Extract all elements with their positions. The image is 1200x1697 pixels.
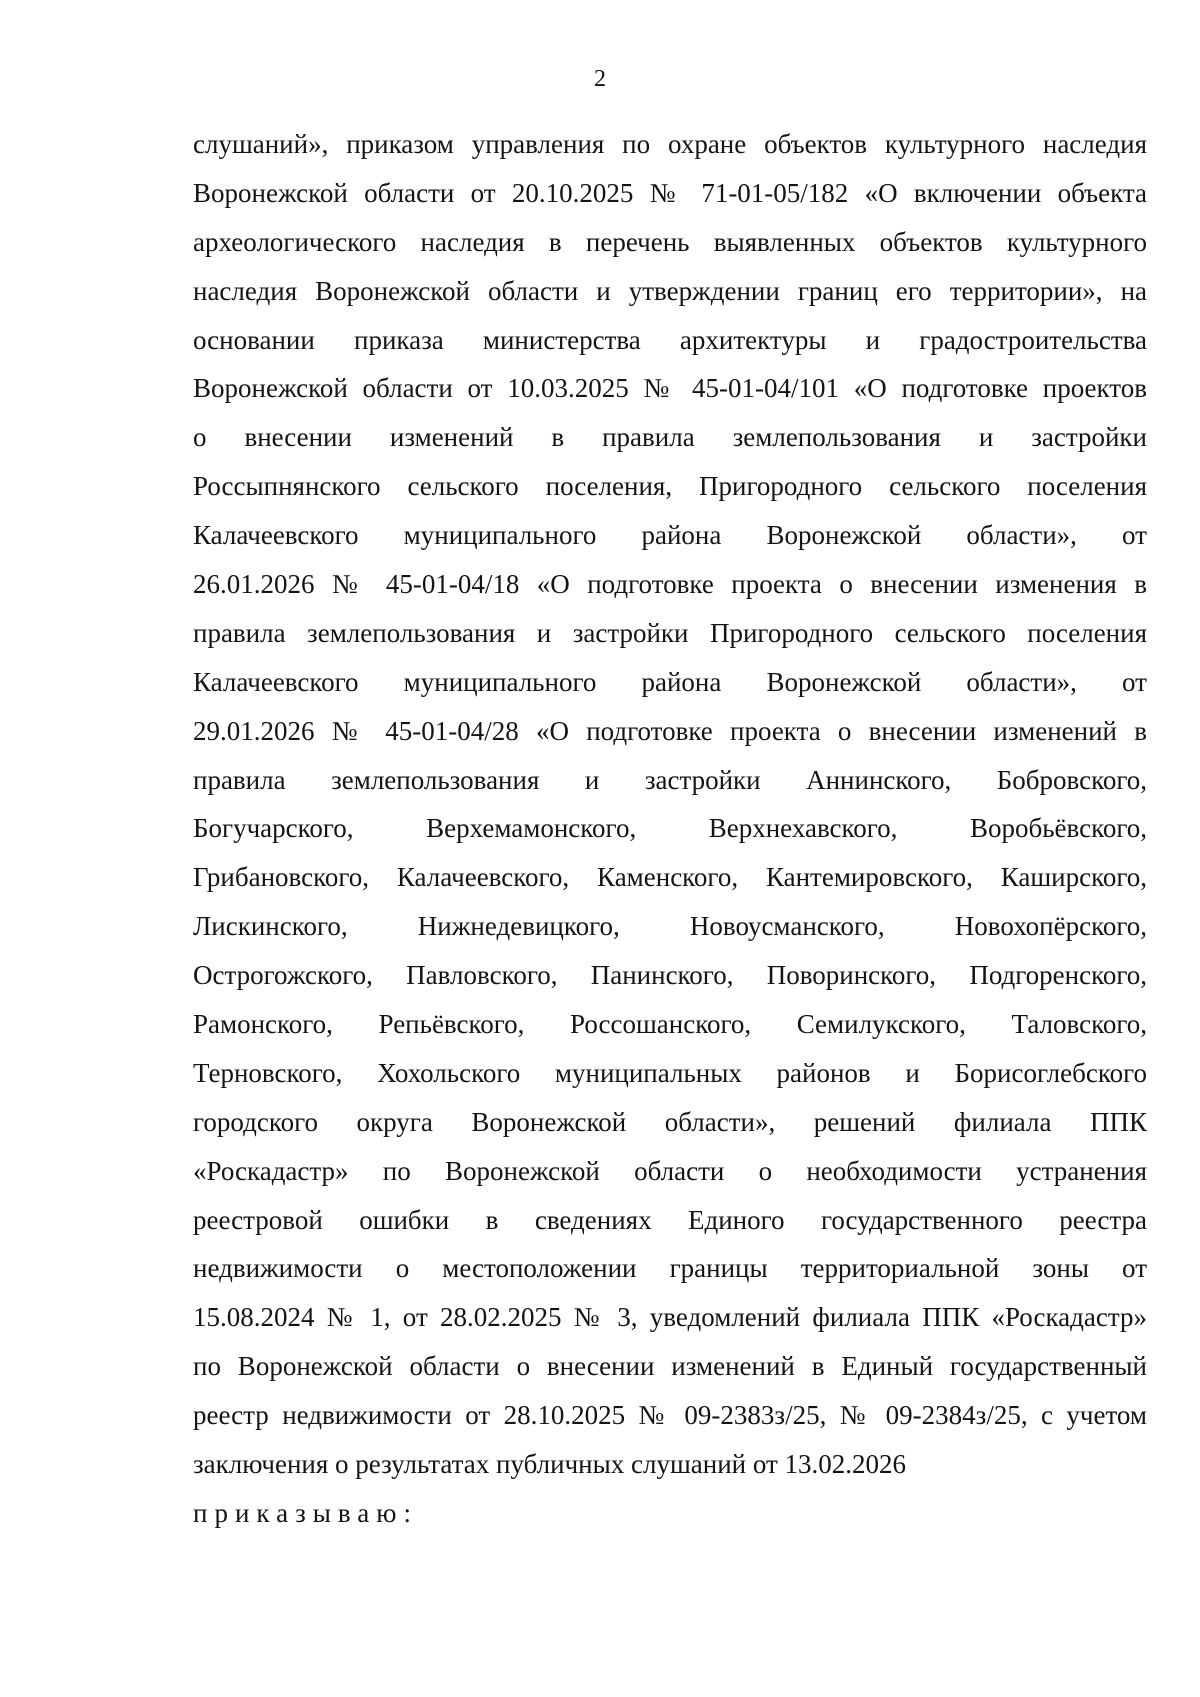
text-line: основании приказа министерства архитектуры и градостроительства	[193, 324, 1147, 355]
text-line: наследия Воронежской области и утверждении границ его территории», на	[193, 275, 1147, 306]
text-line: реестр недвижимости от 28.10.2025 № 09-2383з/25, № 09-2384з/25, с учетом	[193, 1400, 1147, 1431]
text-line: Лискинского, Нижнедевицкого, Новоусманского, Новохопёрского,	[193, 911, 1147, 942]
text-line: Богучарского, Верхемамонского, Верхнехавского, Воробьёвского,	[193, 813, 1147, 844]
text-line: Грибановского, Калачеевского, Каменского, Кантемировского, Каширского,	[193, 862, 1147, 893]
text-line: 29.01.2026 № 45-01-04/28 «О подготовке проекта о внесении изменений в	[193, 715, 1147, 746]
text-line: Калачеевского муниципального района Воронежской области», от	[193, 520, 1147, 551]
order-word: приказываю:	[193, 1497, 418, 1528]
text-line: заключения о результатах публичных слушаний от 13.02.2026	[193, 1449, 907, 1480]
text-line: Терновского, Хохольского муниципальных районов и Борисоглебского	[193, 1057, 1147, 1088]
text-line: о внесении изменений в правила землепользования и застройки	[193, 422, 1147, 453]
text-line: Калачеевского муниципального района Воронежской области», от	[193, 666, 1147, 697]
body-text	[193, 120, 1147, 1538]
text-line: Рамонского, Репьёвского, Россошанского, Семилукского, Таловского,	[193, 1009, 1147, 1040]
text-line: Воронежской области от 10.03.2025 № 45-01-04/101 «О подготовке проектов	[193, 373, 1147, 404]
text-line: реестровой ошибки в сведениях Единого государственного реестра	[193, 1204, 1147, 1235]
text-line: правила землепользования и застройки Пригородного сельского поселения	[193, 617, 1147, 648]
page-number: 2	[594, 66, 606, 92]
text-line: Воронежской области от 20.10.2025 № 71-01-05/182 «О включении объекта	[193, 177, 1147, 208]
text-line: Острогожского, Павловского, Панинского, Поворинского, Подгоренского,	[193, 960, 1147, 991]
text-line: слушаний», приказом управления по охране объектов культурного наследия	[193, 129, 1147, 159]
text-line: 15.08.2024 № 1, от 28.02.2025 № 3, уведомлений филиала ППК «Роскадастр»	[193, 1302, 1147, 1333]
text-line: правила землепользования и застройки Аннинского, Бобровского,	[193, 764, 1147, 795]
text-line: по Воронежской области о внесении изменений в Единый государственный	[193, 1351, 1147, 1382]
text-line: Россыпнянского сельского поселения, Пригородного сельского поселения	[193, 471, 1147, 502]
text-line: «Роскадастр» по Воронежской области о необходимости устранения	[193, 1155, 1147, 1186]
text-line: недвижимости о местоположении границы территориальной зоны от	[193, 1253, 1147, 1284]
text-line: археологического наследия в перечень выявленных объектов культурного	[193, 226, 1147, 257]
text-line: 26.01.2026 № 45-01-04/18 «О подготовке проекта о внесении изменения в	[193, 569, 1147, 600]
text-line: городского округа Воронежской области», решений филиала ППК	[193, 1106, 1147, 1137]
